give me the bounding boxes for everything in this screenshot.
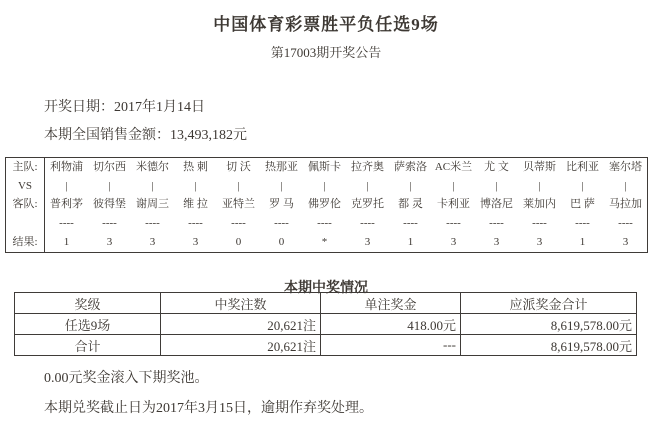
match-result: 3 xyxy=(106,236,113,249)
draw-date-line xyxy=(44,96,205,116)
total-prize: 8,619,578.00元 xyxy=(461,335,637,356)
home-team: 比利亚 xyxy=(566,160,599,173)
home-team: 热那亚 xyxy=(265,160,298,173)
match-result: 3 xyxy=(364,236,371,249)
match-column xyxy=(389,158,432,252)
match-column xyxy=(88,158,131,252)
away-row-label: 客队: xyxy=(12,198,38,211)
prize-table-header-row xyxy=(15,293,637,314)
vs-separator: | xyxy=(366,179,369,192)
home-team: 贝蒂斯 xyxy=(523,160,556,173)
score-divider: ---- xyxy=(59,217,74,230)
score-divider: ---- xyxy=(489,217,504,230)
vs-separator: | xyxy=(194,179,197,192)
vs-separator: | xyxy=(452,179,455,192)
home-team: 佩斯卡 xyxy=(308,160,341,173)
home-team: 切 沃 xyxy=(226,160,251,173)
match-column xyxy=(217,158,260,252)
score-divider: ---- xyxy=(274,217,289,230)
header-total-prize: 应派奖金合计 xyxy=(461,293,637,314)
sales-amount-line xyxy=(44,124,247,144)
match-result: 0 xyxy=(235,236,242,249)
sales-label: 本期全国销售金额： xyxy=(44,128,170,143)
match-column xyxy=(45,158,88,252)
match-result: 1 xyxy=(63,236,70,249)
score-divider: ---- xyxy=(532,217,547,230)
header-winning-bets: 中奖注数 xyxy=(161,293,321,314)
home-team: 尤 文 xyxy=(484,160,509,173)
vs-separator: | xyxy=(624,179,627,192)
score-divider: ---- xyxy=(360,217,375,230)
match-column xyxy=(346,158,389,252)
away-team: 佛罗伦 xyxy=(308,198,341,211)
prize-level: 任选9场 xyxy=(15,314,161,335)
away-team: 克罗托 xyxy=(351,198,384,211)
single-prize: 418.00元 xyxy=(321,314,461,335)
away-team: 莱加内 xyxy=(523,198,556,211)
away-team: 谢周三 xyxy=(136,198,169,211)
vs-separator: | xyxy=(323,179,326,192)
score-divider: ---- xyxy=(618,217,633,230)
vs-separator: | xyxy=(237,179,240,192)
page-title: 中国体育彩票胜平负任选9场 xyxy=(213,15,439,34)
match-result: 3 xyxy=(536,236,543,249)
winning-section-title: 本期中奖情况 xyxy=(284,281,368,296)
row-labels-column xyxy=(6,158,45,252)
match-columns xyxy=(45,158,647,252)
match-result: 1 xyxy=(407,236,414,249)
match-column xyxy=(303,158,346,252)
match-column xyxy=(518,158,561,252)
match-result: 3 xyxy=(149,236,156,249)
score-divider: ---- xyxy=(575,217,590,230)
prize-table-total-row xyxy=(15,335,637,356)
match-column xyxy=(131,158,174,252)
match-column xyxy=(174,158,217,252)
match-column xyxy=(432,158,475,252)
away-team: 彼得堡 xyxy=(93,198,126,211)
match-result: * xyxy=(321,236,328,249)
vs-separator: | xyxy=(108,179,111,192)
away-team: 马拉加 xyxy=(609,198,642,211)
away-team: 都 灵 xyxy=(398,198,423,211)
sales-value: 13,493,182元 xyxy=(170,128,247,143)
home-team: AC米兰 xyxy=(434,160,473,173)
home-team: 利物浦 xyxy=(50,160,83,173)
total-prize: 8,619,578.00元 xyxy=(461,314,637,335)
away-team: 卡利亚 xyxy=(437,198,470,211)
score-divider: ---- xyxy=(317,217,332,230)
score-divider: ---- xyxy=(403,217,418,230)
home-team: 切尔西 xyxy=(93,160,126,173)
vs-separator: | xyxy=(581,179,584,192)
match-results-table xyxy=(5,157,648,253)
away-team: 亚特兰 xyxy=(222,198,255,211)
home-row-label: 主队: xyxy=(12,160,38,173)
winning-bets: 20,621注 xyxy=(161,314,321,335)
score-divider: ---- xyxy=(231,217,246,230)
match-result: 3 xyxy=(493,236,500,249)
prize-level: 合计 xyxy=(15,335,161,356)
away-team: 博洛尼 xyxy=(480,198,513,211)
home-team: 塞尔塔 xyxy=(609,160,642,173)
vs-row-label: VS xyxy=(17,179,33,192)
match-column xyxy=(561,158,604,252)
issue-subtitle: 第17003期开奖公告 xyxy=(270,45,382,60)
match-result: 3 xyxy=(450,236,457,249)
header-prize-level: 奖级 xyxy=(15,293,161,314)
score-divider: ---- xyxy=(188,217,203,230)
vs-separator: | xyxy=(495,179,498,192)
result-row-label: 结果: xyxy=(12,236,38,249)
away-team: 罗 马 xyxy=(269,198,294,211)
match-result: 3 xyxy=(192,236,199,249)
prize-table xyxy=(14,292,637,356)
vs-separator: | xyxy=(538,179,541,192)
deadline-note: 本期兑奖截止日为2017年3月15日，逾期作弃奖处理。 xyxy=(44,401,373,416)
winning-bets: 20,621注 xyxy=(161,335,321,356)
draw-date-label: 开奖日期： xyxy=(44,100,114,115)
home-team: 热 刺 xyxy=(183,160,208,173)
match-result: 1 xyxy=(579,236,586,249)
divider-row-label xyxy=(6,214,44,233)
vs-separator: | xyxy=(65,179,68,192)
vs-separator: | xyxy=(409,179,412,192)
header-single-prize: 单注奖金 xyxy=(321,293,461,314)
draw-date-value: 2017年1月14日 xyxy=(114,100,205,115)
score-divider: ---- xyxy=(102,217,117,230)
prize-table-row xyxy=(15,314,637,335)
home-team: 萨索洛 xyxy=(394,160,427,173)
match-column xyxy=(604,158,647,252)
match-column xyxy=(475,158,518,252)
score-divider: ---- xyxy=(446,217,461,230)
match-column xyxy=(260,158,303,252)
home-team: 拉齐奥 xyxy=(351,160,384,173)
match-result: 0 xyxy=(278,236,285,249)
single-prize: --- xyxy=(321,335,461,356)
rollover-note: 0.00元奖金滚入下期奖池。 xyxy=(44,371,209,386)
vs-separator: | xyxy=(280,179,283,192)
home-team: 米德尔 xyxy=(136,160,169,173)
score-divider: ---- xyxy=(145,217,160,230)
away-team: 维 拉 xyxy=(183,198,208,211)
away-team: 巴 萨 xyxy=(570,198,595,211)
away-team: 普利茅 xyxy=(50,198,83,211)
vs-separator: | xyxy=(151,179,154,192)
match-result: 3 xyxy=(622,236,629,249)
